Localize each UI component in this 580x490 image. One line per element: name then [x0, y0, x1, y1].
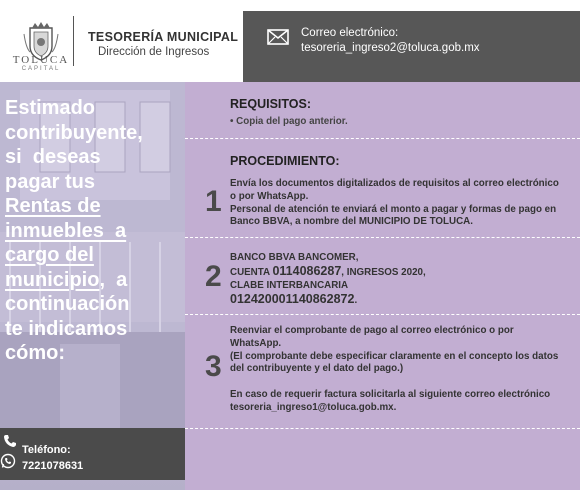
step-line: CLABE INTERBANCARIA — [230, 280, 349, 291]
dashed-divider — [185, 237, 580, 238]
step-number: 3 — [205, 350, 222, 383]
step-line: Personal de atención te enviará el monto a pagar y formas de pago en — [230, 203, 557, 215]
headline-line: contribuyente, — [5, 121, 143, 144]
email-link[interactable]: tesoreria_ingreso1@toluca.gob.mx. — [230, 401, 397, 413]
account-label: CUENTA — [230, 266, 273, 278]
step-line: WhatsApp. — [230, 337, 282, 349]
org-subtitle: Dirección de Ingresos — [98, 46, 210, 58]
header — [0, 0, 580, 82]
headline-line: Rentas de — [5, 195, 101, 217]
clabe-suffix: . — [354, 294, 358, 306]
org-title: TESORERÍA MUNICIPAL — [88, 30, 239, 44]
phone-icon — [3, 434, 17, 448]
step-2-text — [230, 251, 426, 307]
step-line: Banco BBVA, a nombre del MUNICIPIO DE TOLUCA. — [230, 216, 473, 228]
headline-line: si deseas — [5, 146, 101, 168]
step-3-text — [230, 325, 580, 415]
headline — [5, 96, 185, 366]
account-suffix: , INGRESOS 2020, — [341, 266, 426, 278]
headline-word: municipio — [5, 268, 100, 291]
headline-word: , a — [99, 268, 128, 291]
phone-label: Teléfono: — [22, 444, 71, 456]
headline-line: continuación — [5, 293, 130, 315]
step-line: Envía los documentos digitalizados de requisitos al correo electrónico — [230, 178, 559, 189]
logo-name: TOLUCA — [12, 54, 70, 66]
headline-line: pagar tus — [5, 170, 96, 193]
step-number: 1 — [205, 185, 222, 218]
step-line — [230, 293, 426, 308]
email-link[interactable]: tesoreria_ingreso2@toluca.gob.mx — [301, 42, 480, 54]
step-line: BANCO BBVA BANCOMER, — [230, 252, 359, 263]
procedimiento-title: PROCEDIMIENTO: — [230, 154, 340, 168]
left-panel — [0, 82, 185, 490]
whatsapp-icon — [0, 453, 16, 469]
account-number: 0114086287 — [272, 263, 342, 278]
phone-box — [0, 428, 185, 480]
logo-subtitle: CAPITAL — [21, 66, 61, 72]
step-number: 2 — [205, 260, 222, 293]
step-line — [230, 265, 426, 280]
header-divider — [73, 16, 74, 66]
mail-icon — [267, 29, 289, 45]
headline-line: cargo del — [5, 244, 94, 266]
step-line: o por WhatsApp. — [230, 190, 309, 202]
step-line: Reenviar el comprobante de pago al correo electrónico o por — [230, 325, 514, 336]
step-line: del contribuyente y el dato del pago.) — [230, 363, 404, 375]
right-panel — [185, 82, 580, 490]
dashed-divider — [185, 428, 580, 429]
email-box — [243, 11, 580, 82]
requisitos-title: REQUISITOS: — [230, 97, 312, 111]
step-line: (El comprobante debe especificar claramente en el concepto los datos — [230, 350, 559, 362]
step-line: En caso de requerir factura solicitarla al siguiente correo electrónico — [230, 389, 551, 401]
email-label: Correo electrónico: — [301, 27, 399, 39]
headline-line: Estimado — [5, 97, 96, 119]
clabe-number: 012420001140862872 — [230, 291, 355, 306]
step-1-text — [230, 178, 580, 229]
dashed-divider — [185, 138, 580, 139]
headline-line — [5, 268, 185, 293]
phone-number[interactable]: 7221078631 — [22, 460, 84, 472]
headline-line: te indicamos — [5, 317, 128, 340]
dashed-divider — [185, 314, 580, 315]
requisitos-item: • Copia del pago anterior. — [230, 116, 348, 127]
headline-line: cómo: — [5, 342, 65, 364]
headline-line: inmuebles a — [5, 219, 127, 242]
